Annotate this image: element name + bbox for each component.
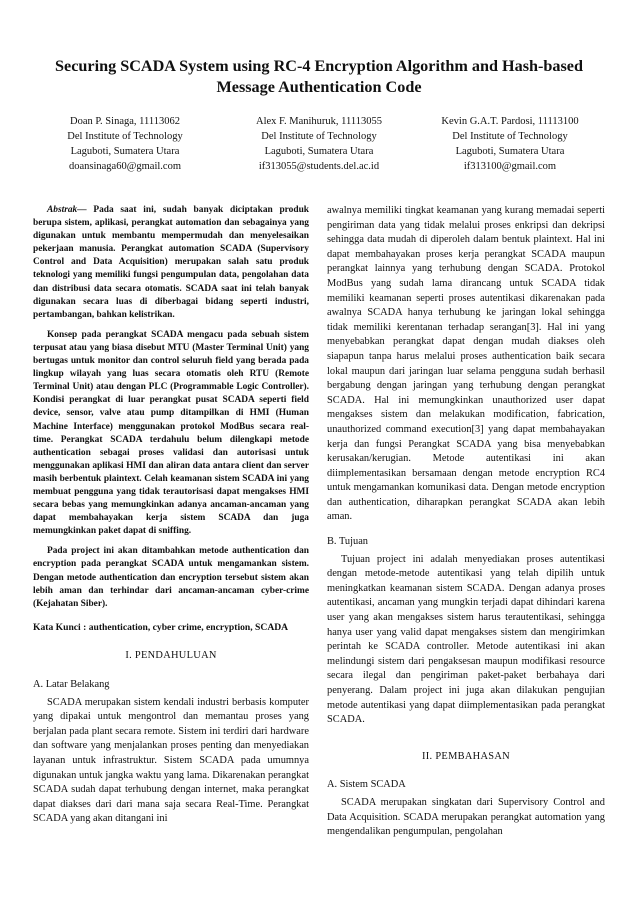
author-name: Kevin G.A.T. Pardosi, 11113100 [441, 116, 579, 127]
keywords: Kata Kunci : authentication, cyber crime, encryption, SCADA [33, 621, 289, 633]
paper-title: Securing SCADA System using RC-4 Encryption Algorithm and Hash-based Message Authentication Code [55, 57, 583, 96]
author-city: Laguboti, Sumatera Utara [455, 146, 565, 157]
section-heading: II. PEMBAHASAN [422, 750, 510, 762]
author-affiliation: Del Institute of Technology [67, 131, 183, 142]
author-affiliation: Del Institute of Technology [261, 131, 377, 142]
abstract [33, 204, 309, 611]
subsection-heading: A. Sistem SCADA [327, 779, 406, 791]
abstract-text: Pada saat ini, sudah banyak diciptakan produk berupa sistem, aplikasi, perangkat automation dan sebagainya yang digunakan untuk membantu mempermudah dan menyelesaikan pekerjaan manusia. Perangkat automation SCADA (Supervisory Control and Data Acquisition) merupakan salah satu produk teknologi yang memiliki fungsi pengumpulan data, pengolahan data dan distribusi data secara otomatis. SCADA saat ini telah banyak digunakan secara luas di diberbagai bidang seperti industri, pertambangan, bahkan kelistrikan. [33, 205, 309, 320]
author-city: Laguboti, Sumatera Utara [264, 146, 374, 157]
abstract-label: Abstrak— [47, 205, 87, 215]
author-email: if313100@gmail.com [463, 161, 557, 172]
abstract-paragraph: Pada project ini akan ditambahkan metode authentication dan encryption pada perangkat SCADA untuk mengamankan sistem. Dengan metode authentication dan encryption tersebut sistem akan lebih aman dan terhindar dari ancaman-ancaman cyber-crime (Kejahatan Siber). [33, 546, 309, 609]
author-affiliation: Del Institute of Technology [452, 131, 568, 142]
body-paragraph: SCADA merupakan sistem kendali industri berbasis komputer yang dipakai untuk mengontrol dan memantau proses yang berjalan pada plant secara remote. Sistem ini terdiri dari hardware dan software yang menjalankan proses penting dan menyediakan layanan untuk infrastruktur. Sistem SCADA pada umumnya digunakan untuk jangka waktu yang lama. Dikarenakan perangkat SCADA sudah dapat terhubung dengan internet, maka perangkat dapat diakses dari dari mana saja secara Real-Time. Perangkat SCADA yang akan ditangani ini [33, 696, 309, 825]
author-block [224, 114, 414, 174]
subsection-heading: A. Latar Belakang [33, 679, 110, 690]
author-email: doansinaga60@gmail.com [68, 161, 182, 172]
body-paragraph: awalnya memiliki tingkat keamanan yang kurang memadai seperti pengiriman data yang tidak melalui proses enkripsi dan dekripsi sehingga data mudah di diperoleh dalam bentuk plaintext. Hal ini dapat membahayakan proses kerja perangkat SCADA maupun perangkat lainnya yang terhubung dengan SCADA. Protokol ModBus yang sudah lama dirancang untuk SCADA tidak memiliki keamanan seperti proses autentikasi dikarenakan pada awalnya SCADA hanya terhubung ke jaringan lokal sehingga tidak memiliki kerentanan terhadap serangan[3]. Hal ini yang menyebabkan perangkat dapat dengan mudah diakses oleh siapapun tanpa harus melalui proses authentication baik secara lokal maupun dari jaringan luar selama pengguna sudah berhasil bergabung dengan jaringan yang terhubung dengan perangkat SCADA. Hal ini memungkinkan unauthorized user dapat mengakses sistem dan melakukan modification, fabrication, unauthorized command execution[3] yang dapat membahayakan kerja dan fungsi Perangkat SCADA yang bisa menyebabkan kerusakan/kerugian. Metode autentikasi ini akan diimplementasikan bersamaan dengan metode encryption RC4 untuk mengamankan komunikasi data. Dengan metode encryption dan authentication, diharapkan perangkat SCADA akan lebih aman. [327, 205, 605, 523]
abstract-paragraph [33, 204, 309, 322]
author-email: if313055@students.del.ac.id [258, 161, 380, 172]
abstract-paragraph: Konsep pada perangkat SCADA mengacu pada sebuah sistem terpusat atau yang biasa disebut MTU (Master Terminal Unit) yang bertugas untuk monitor dan control seluruh field yang berada pada lingkup wilayah yang luas secara otomatis oleh RTU (Remote Terminal Unit) atau dengan PLC (Programmable Logic Controller). Kondisi perangkat di luar perangkat pusat SCADA seperti field device, sensor, valve atau pump ditampilkan di HMI (Human Machine Interface) menggunakan protokol ModBus secara real-time. Perangkat SCADA terdahulu belum dilengkapi metode authentication sebagai proses validasi dan autorisasi untuk menggunakan aplikasi HMI dan aliran data antara client dan server masih berbentuk plaintext. Celah keamanan sistem SCADA ini yang membuat pengguna yang tidak terautorisasi dapat mengakses HMI secara bebas yang memungkinkan adanya ancaman-ancaman yang dapat membahayakan kerja sistem SCADA dan juga memungkinkan paket dapat di sniffing. [33, 329, 309, 537]
body-paragraph: Tujuan project ini adalah menyediakan proses autentikasi dengan metode-metode autentikasi yang telah dipilih untuk meningkatkan keamanan sistem SCADA. Dengan adanya proses autentikasi, ancaman yang mungkin terjadi dapat dihindari karena user yang akan mengakses sistem harus terautentikasi, sehingga hanya user yang valid dapat mengakses sistem dan mengirimkan perintah ke SCADA controller. Metode autentikasi ini akan melindungi sistem dari pengaksesan maupun modifikasi resource secara ilegal dan pengiriman paket-paket berbahaya dari penyerang. Dalam project ini juga akan dilakukan pengujian metode autentikasi yang dapat diimplementasikan pada perangkat SCADA. [327, 553, 605, 726]
author-name: Alex F. Manihuruk, 11113055 [255, 116, 383, 127]
left-column [33, 204, 309, 827]
subsection-heading: B. Tujuan [327, 536, 369, 548]
section-heading: I. PENDAHULUAN [125, 650, 217, 662]
right-column [327, 204, 605, 840]
body-paragraph: SCADA merupakan singkatan dari Supervisory Control and Data Acquisition. SCADA merupakan perangkat automation yang mengendalikan pengumpulan, pengolahan [327, 796, 605, 838]
author-block [30, 114, 220, 174]
author-block [410, 114, 610, 174]
author-name: Doan P. Sinaga, 11113062 [70, 116, 180, 127]
author-city: Laguboti, Sumatera Utara [70, 146, 180, 157]
